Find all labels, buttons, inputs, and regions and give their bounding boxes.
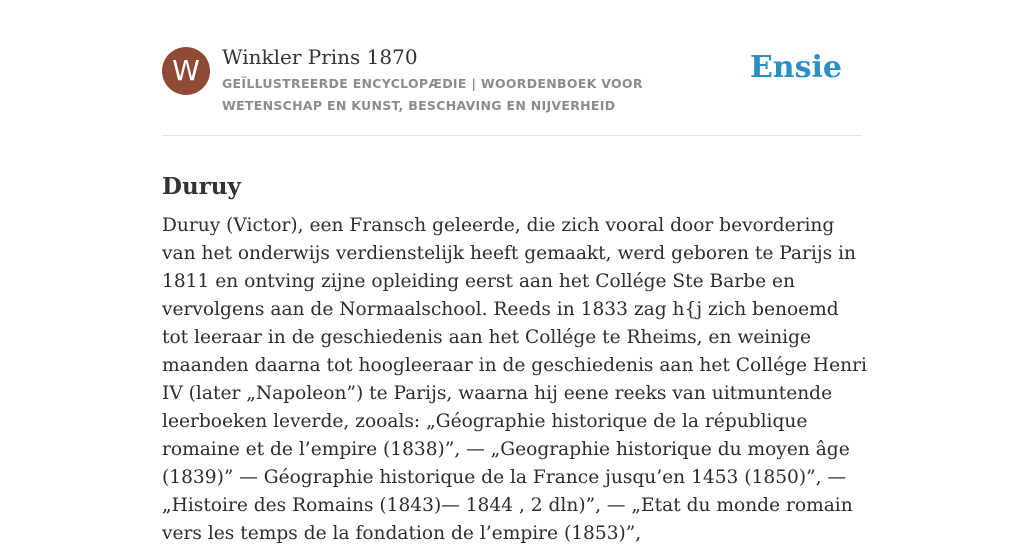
ensie-logo[interactable]: Ensie (749, 50, 842, 85)
source-avatar[interactable]: W (162, 47, 210, 95)
article-title: Duruy (162, 173, 241, 201)
source-subtitle: GEÏLLUSTREERDE ENCYCLOPÆDIE | WOORDENBOEK VOOR WETENSCHAP EN KUNST, BESCHAVING EN NIJVERHEID (222, 76, 643, 113)
source-title[interactable]: Winkler Prins 1870 (222, 45, 418, 69)
header-divider (162, 135, 862, 136)
article-body: Duruy (Victor), een Fransch geleerde, die zich vooral door bevordering van het onderwijs verdienstelijk heeft gemaakt, werd geboren te Parijs in 1811 en ontving zijne opleiding eerst aan het Collége Ste Barbe en vervolgens aan de Normaalschool. Reeds in 1833 zag h{j zich benoemd tot leeraar in de geschiedenis aan het Collége te Rheims, en weinige maanden daarna tot hoogleeraar in de geschiedenis aan het Collége Henri IV (later „Napoleon”) te Parijs, waarna hij eene reeks van uitmuntende leerboeken leverde, zooals: „Géographie historique de la république romaine et de l’empire (1838)”, — „Geographie historique du moyen âge (1839)” — Géographie historique de la France jusqu’en 1453 (1850)”, — „Histoire des Romains (1843)— 1844 , 2 dln)”, — „Etat du monde romain vers les temps de la fondation de l’empire (1853)”, (162, 215, 867, 544)
source-header (162, 44, 862, 136)
